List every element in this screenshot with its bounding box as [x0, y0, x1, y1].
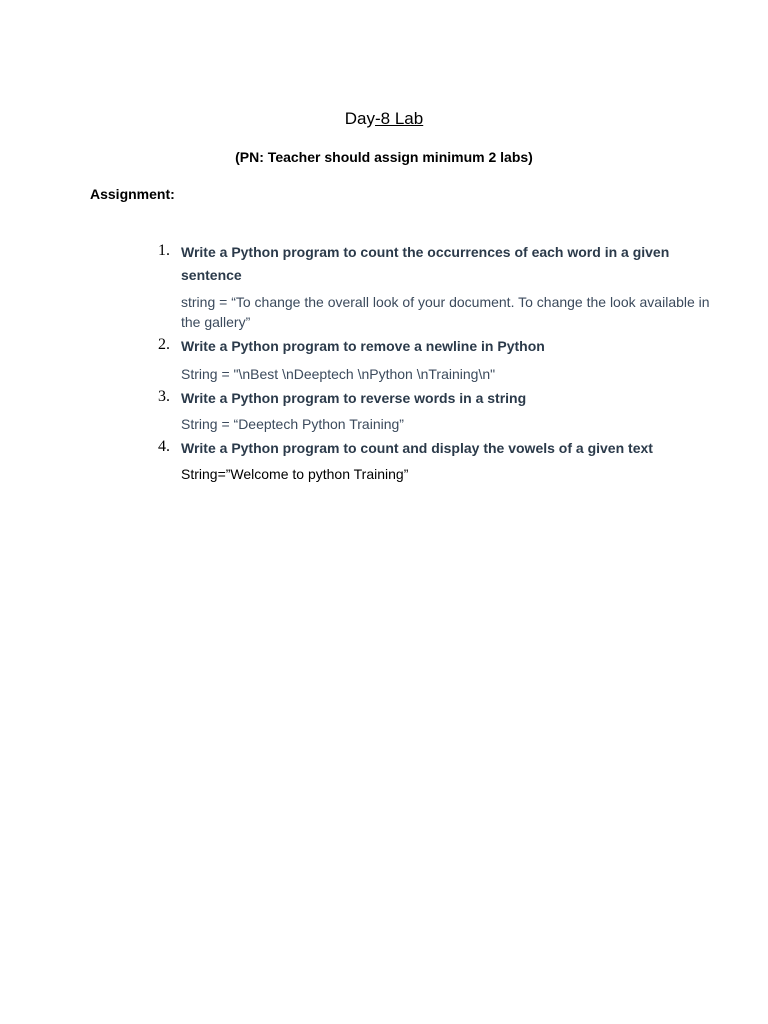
task-number: 2. — [158, 336, 170, 353]
task-item-4 — [150, 437, 710, 484]
task-example: String = "\nBest \nDeeptech \nPython \nTraining\n" — [181, 366, 496, 382]
task-list — [150, 241, 710, 487]
task-example: string = “To change the overall look of your document. To change the look available in the gallery” — [181, 294, 710, 330]
page-title — [0, 108, 768, 130]
task-number: 3. — [158, 388, 170, 405]
task-title: Write a Python program to count the occurrences of each word in a given sentence — [181, 244, 670, 283]
task-example: String=”Welcome to python Training” — [181, 466, 409, 482]
task-title: Write a Python program to reverse words in a string — [181, 390, 527, 406]
task-number: 4. — [158, 438, 170, 455]
task-example: String = “Deeptech Python Training” — [181, 416, 404, 432]
task-item-3 — [150, 387, 710, 434]
page-subtitle: (PN: Teacher should assign minimum 2 labs) — [235, 149, 533, 165]
task-item-2 — [150, 335, 710, 384]
title-underlined: -8 Lab — [375, 109, 424, 128]
task-item-1 — [150, 241, 710, 332]
task-number: 1. — [158, 242, 170, 259]
title-prefix: Day — [344, 109, 376, 128]
assignment-heading: Assignment: — [90, 186, 175, 202]
task-title: Write a Python program to count and display the vowels of a given text — [181, 440, 653, 456]
task-title: Write a Python program to remove a newline in Python — [181, 338, 545, 354]
